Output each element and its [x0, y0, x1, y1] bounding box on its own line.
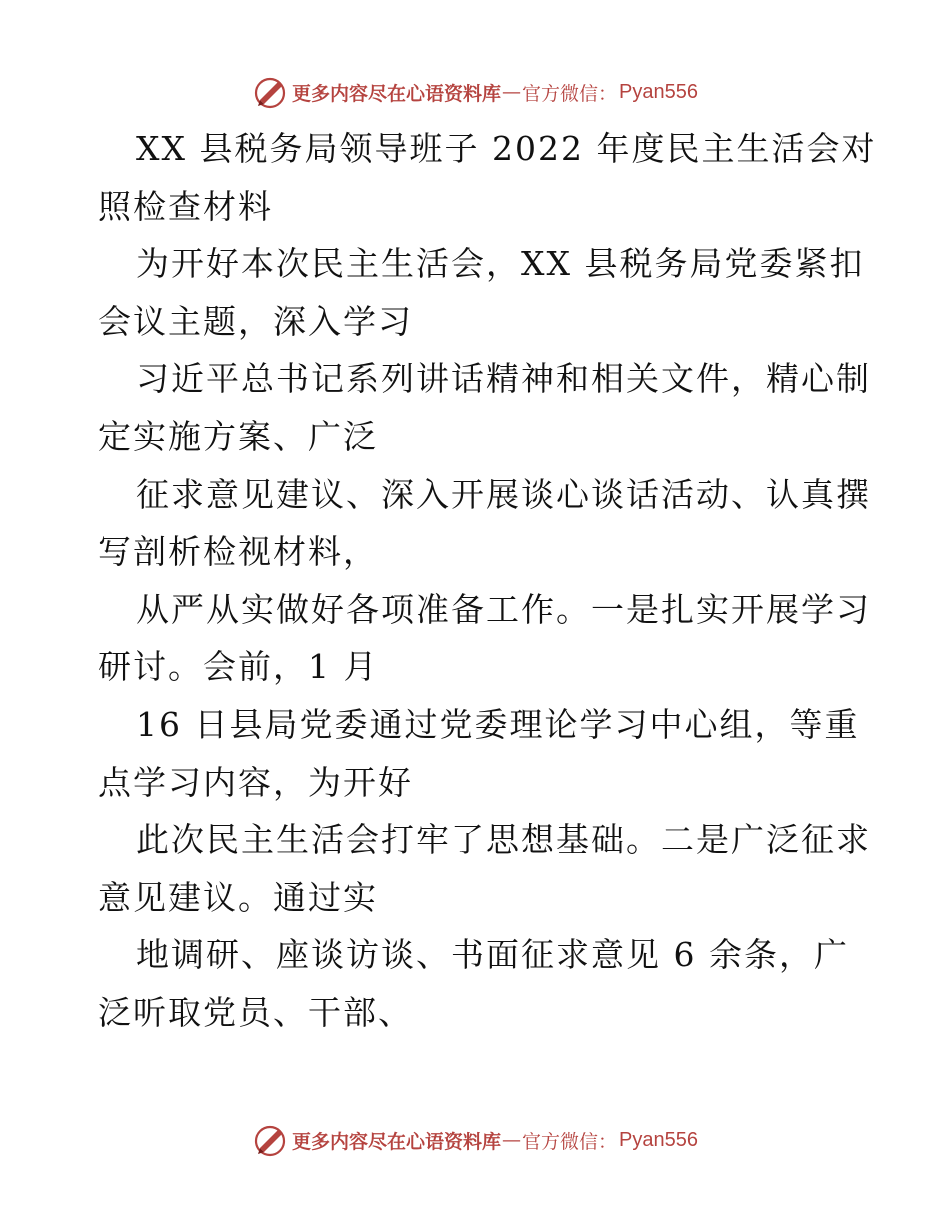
footer-account-id: Pyan556	[619, 1128, 698, 1151]
doc-line: 为开好本次民主生活会，XX 县税务局党委紧扣	[136, 244, 865, 284]
document-body	[98, 120, 877, 1042]
doc-line: 研讨。会前，1 月	[98, 647, 379, 687]
footer-banner	[0, 1120, 950, 1160]
footer-dash: —	[502, 1129, 522, 1151]
doc-line: 写剖析检视材料，	[98, 532, 378, 572]
doc-line: 会议主题，深入学习	[98, 301, 413, 341]
footer-brand-text: 更多内容尽在心语资料库	[292, 1130, 502, 1153]
doc-line: 点学习内容，为开好	[98, 762, 413, 802]
doc-line: 地调研、座谈访谈、书面征求意见 6 余条，广	[136, 935, 849, 975]
header-brand-text: 更多内容尽在心语资料库	[292, 82, 502, 105]
pen-logo-icon	[252, 1122, 288, 1158]
doc-line: 泛听取党员、干部、	[98, 992, 413, 1032]
footer-official-label: 官方微信：	[522, 1130, 618, 1153]
doc-line: 征求意见建议、深入开展谈心谈话活动、认真撰	[136, 474, 871, 514]
doc-line: 意见建议。通过实	[98, 877, 378, 917]
doc-line: 习近平总书记系列讲话精神和相关文件，精心制	[136, 359, 871, 399]
pen-logo-icon	[252, 74, 288, 110]
doc-line: XX 县税务局领导班子 2022 年度民主生活会对	[136, 129, 877, 168]
doc-line: 此次民主生活会打牢了思想基础。二是广泛征求	[136, 820, 871, 860]
header-dash: —	[502, 81, 522, 103]
doc-line: 从严从实做好各项准备工作。一是扎实开展学习	[136, 589, 871, 629]
header-banner	[0, 72, 950, 112]
header-account-id: Pyan556	[619, 80, 698, 103]
doc-line: 16 日县局党委通过党委理论学习中心组，等重	[136, 704, 860, 744]
header-official-label: 官方微信：	[522, 82, 618, 105]
doc-line: 照检查材料	[98, 186, 273, 226]
doc-line: 定实施方案、广泛	[98, 416, 378, 456]
